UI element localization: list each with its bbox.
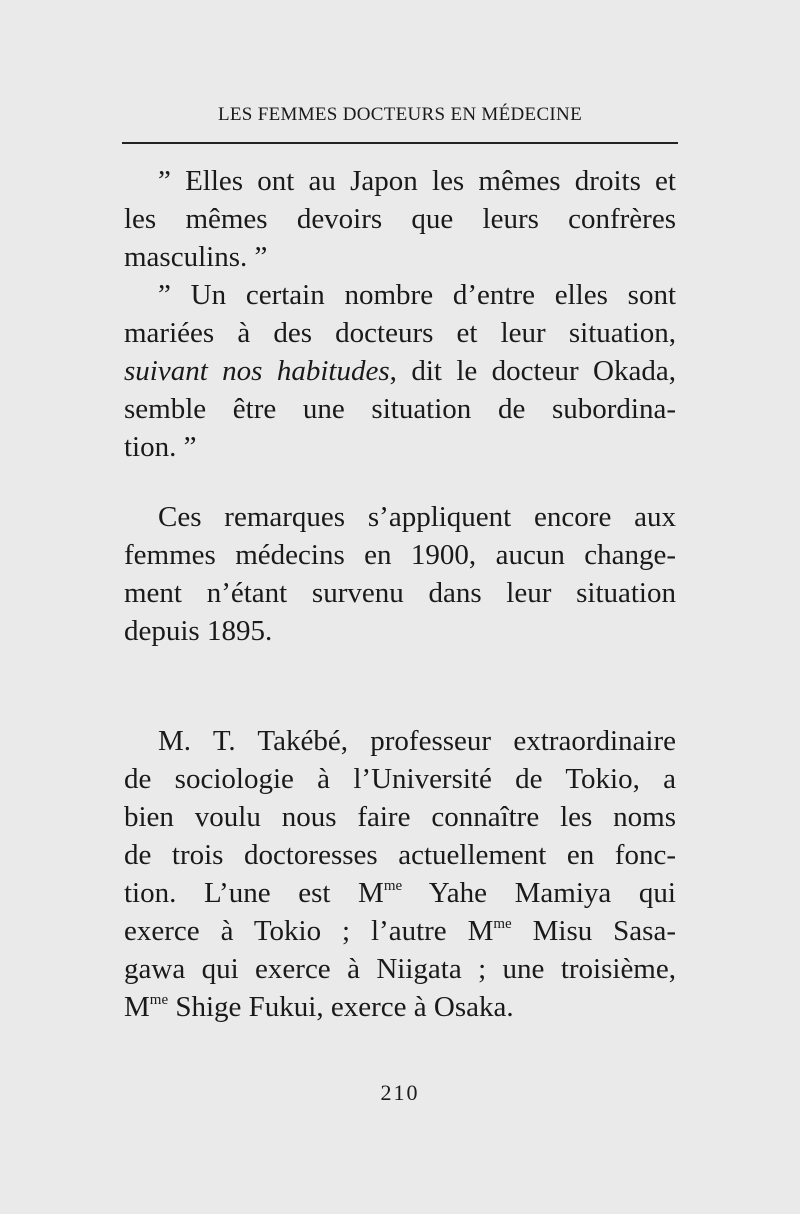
- text-line: gawa qui exerce à Niigata ; une troisième,: [124, 953, 676, 985]
- paragraph-quote-2: [124, 276, 676, 466]
- text-line: tion. ”: [124, 431, 197, 463]
- text-fragment: exerce à Tokio ; l’autre M: [124, 915, 494, 947]
- running-title: LES FEMMES DOCTEURS EN MÉDECINE: [218, 104, 582, 125]
- text-line: depuis 1895.: [124, 615, 273, 647]
- text-line: [124, 988, 676, 1026]
- text-line: semble être une situation de subordina-: [124, 393, 676, 425]
- text-line: [124, 352, 676, 390]
- page-number: 210: [380, 1080, 420, 1105]
- text-fragment: M: [124, 991, 150, 1023]
- italic-phrase: suivant nos habitudes: [124, 355, 390, 387]
- text-line: femmes médecins en 1900, aucun change-: [124, 539, 676, 571]
- text-fragment: tion. L’une est M: [124, 877, 384, 909]
- text-line: bien voulu nous faire connaître les noms: [124, 801, 676, 833]
- text-line: ” Un certain nombre d’entre elles sont: [158, 279, 676, 311]
- text-line: les mêmes devoirs que leurs confrères: [124, 203, 676, 235]
- superscript: me: [493, 916, 512, 932]
- superscript: me: [149, 992, 169, 1008]
- text-fragment: Yahe Mamiya qui: [402, 877, 676, 909]
- text-fragment: Misu Sasa-: [511, 915, 676, 947]
- paragraph-takebe: [124, 722, 676, 1026]
- superscript: me: [383, 878, 403, 894]
- paragraph-quote-1: [124, 162, 676, 276]
- text-line: [124, 874, 676, 912]
- text-line: de sociologie à l’Université de Tokio, a: [124, 763, 676, 795]
- text-fragment: Shige Fukui, exerce à Osaka.: [168, 991, 514, 1023]
- text-line: M. T. Takébé, professeur extraordinaire: [158, 725, 676, 757]
- text-line: ment n’étant survenu dans leur situation: [124, 577, 676, 609]
- text-line: Ces remarques s’appliquent encore aux: [158, 501, 676, 533]
- text-line: [124, 912, 676, 950]
- text-line: de trois doctoresses actuellement en fonc-: [124, 839, 676, 871]
- text-line: mariées à des docteurs et leur situation,: [124, 317, 676, 349]
- paragraph-remarks: [124, 498, 676, 650]
- text-fragment: , dit le docteur Okada,: [389, 355, 676, 387]
- text-line: ” Elles ont au Japon les mêmes droits et: [158, 165, 676, 197]
- header-rule: [122, 142, 678, 144]
- text-line: masculins. ”: [124, 241, 268, 273]
